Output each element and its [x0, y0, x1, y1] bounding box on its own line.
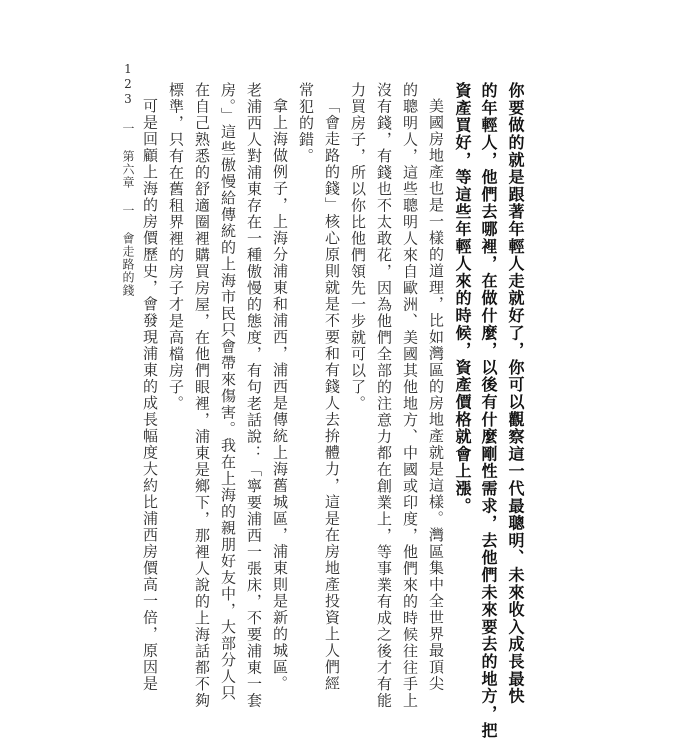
text-column-2: 的年輕人，他們去哪裡，在做什麼，以後有什麼剛性需求，去他們未來要去的地方，把 — [479, 82, 498, 739]
text-column-12: 房。」這些傲慢給傳統的上海市民只會帶來傷害。我在上海的親朋好友中，大部分人只 — [219, 82, 237, 702]
text-column-7: 力買房子，所以你比他們領先一步就可以了。 — [349, 82, 367, 412]
running-head: 123 一 第六章 一 會走路的錢 — [121, 62, 135, 297]
text-column-6: 沒有錢，有錢也不太敢花，因為他們全部的注意力都在創業上，等事業有成之後才有能 — [375, 82, 393, 709]
text-column-9: 常犯的錯。 — [297, 82, 315, 165]
text-column-4: 美國房地產也是一樣的道理，比如灣區的房地產就是這樣。灣區集中全世界最頂尖 — [427, 98, 445, 692]
text-column-5: 的聰明人，這些聰明人來自歐洲、美國其他地方、中國或印度，他們來的時候往往手上 — [401, 82, 419, 709]
text-column-11: 老浦西人對浦東存在一種傲慢的態度，有句老話說：「寧要浦西一張床，不要浦東一套 — [245, 82, 263, 709]
text-column-14: 標準，只有在舊租界裡的房子才是高檔房子。 — [167, 82, 185, 412]
text-column-1: 你要做的就是跟著年輕人走就好了，你可以觀察這一代最聰明、未來收入成長最快 — [506, 82, 525, 705]
text-column-13: 在自己熟悉的舒適圈裡購買房屋，在他們眼裡，浦東是鄉下，那裡人說的上海話都不夠 — [193, 82, 211, 709]
text-column-3: 資產買好，等這些年輕人來的時候，資產價格就會上漲。 — [453, 82, 472, 515]
text-column-8: 「會走路的錢」核心原則就是不要和有錢人去拚體力，這是在房地產投資上人們經 — [323, 98, 341, 692]
text-column-15: 可是回顧上海的房價歷史，會發現浦東的成長幅度大約比浦西房價高一倍，原因是 — [141, 98, 159, 692]
text-column-10: 拿上海做例子，上海分浦東和浦西，浦西是傳統上海舊城區，浦東則是新的城區。 — [271, 98, 289, 692]
